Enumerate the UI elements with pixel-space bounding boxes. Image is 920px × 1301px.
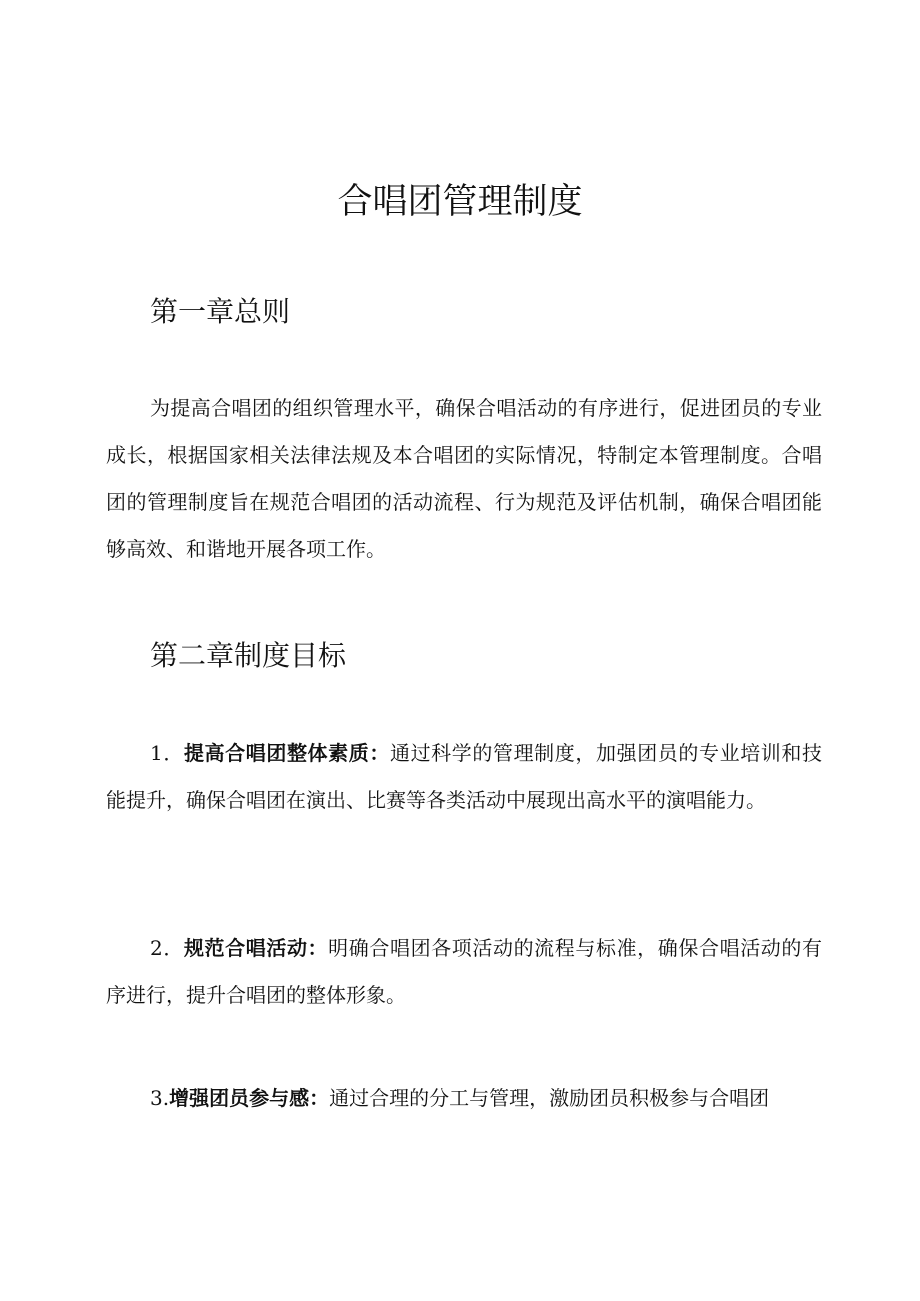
goal-item-3 [106, 1075, 822, 1122]
chapter-1-paragraph: 为提高合唱团的组织管理水平，确保合唱活动的有序进行，促进团员的专业成长，根据国家相关法律法规及本合唱团的实际情况，特制定本管理制度。合唱团的管理制度旨在规范合唱团的活动流程、行为规范及评估机制，确保合唱团能够高效、和谐地开展各项工作。 [106, 396, 822, 561]
document-title: 合唱团管理制度 [337, 182, 583, 222]
goal-item-2-text: 明确合唱团各项活动的流程与标准，确保合唱活动的有序进行，提升合唱团的整体形象。 [106, 936, 823, 1007]
goal-item-1-text: 通过科学的管理制度，加强团员的专业培训和技能提升，确保合唱团在演出、比赛等各类活动中展现出高水平的演唱能力。 [106, 741, 823, 812]
goal-item-1-heading: 提高合唱团整体素质： [183, 741, 390, 765]
goal-item-3-heading: 增强团员参与感： [169, 1086, 330, 1110]
chapter-1-heading: 第一章总则 [150, 295, 291, 328]
chapter-2-heading: 第二章制度目标 [150, 639, 347, 672]
goal-item-1-number: 1． [150, 741, 184, 765]
goal-item-2-heading: 规范合唱活动： [183, 936, 329, 960]
goal-item-2-number: 2． [150, 936, 184, 960]
goal-item-3-number: 3. [150, 1086, 170, 1110]
goal-item-3-text: 通过合理的分工与管理，激励团员积极参与合唱团 [329, 1086, 770, 1110]
goal-item-2 [106, 925, 822, 1019]
goal-item-1 [106, 730, 822, 824]
